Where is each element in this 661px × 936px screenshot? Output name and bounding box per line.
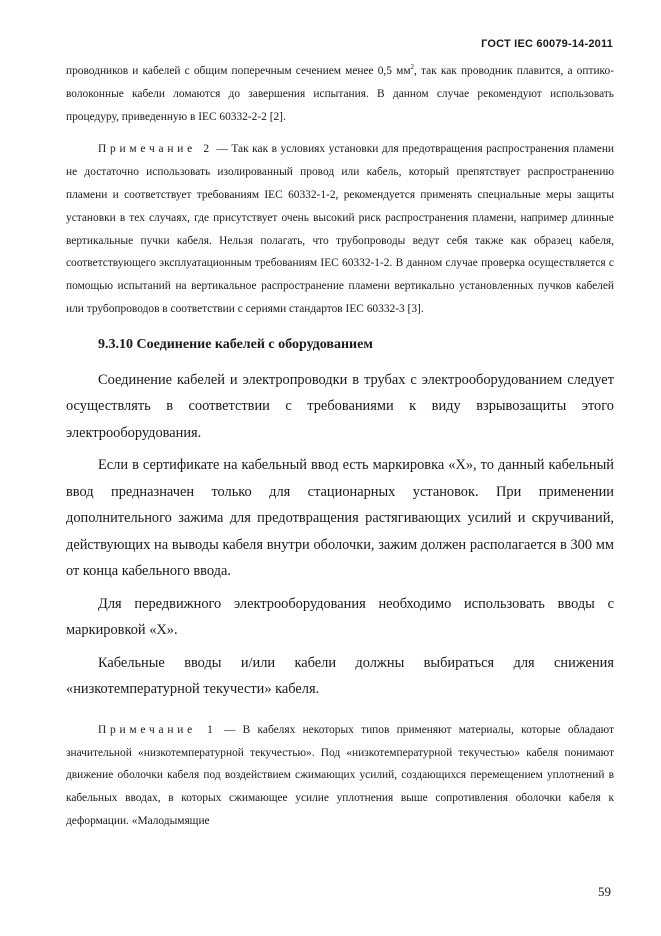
note-1-text: — В кабелях некоторых типов применяют материалы, которые обладают значительной «низкотемпературной текучестью». Под «низкотемпературной текучестью» кабеля понимают движение оболочки кабеля под воздействием сжимающих усилий, создающихся перемещением уплотнений в кабельных вводах, в которых сжимающее усилие уплотнения выше сопротивления оболочки кабеля к деформации. «Малодымящие — [66, 723, 615, 827]
body-paragraph-4: Кабельные вводы и/или кабели должны выбираться для снижения «низкотемпературной текучести» кабеля. — [66, 654, 614, 698]
note-1-label: Примечание 1 — [98, 723, 217, 736]
paragraph-text-part-1: проводников и кабелей с общим поперечным сечением менее 0,5 мм — [66, 65, 411, 77]
section-heading: 9.3.10 Соединение кабелей с оборудованием — [98, 336, 373, 352]
note-2 — [66, 138, 614, 320]
paragraph-text-part-2: , так как проводник плавится, а оптико-волоконные кабели ломаются до завершения испытания. В данном случае рекомендуют использовать процедуру, приведенную в IEC 60332-2-2 [2]. — [66, 65, 614, 123]
page-body — [66, 60, 614, 833]
superscript: 2 — [410, 63, 415, 72]
continuation-paragraph — [66, 60, 614, 128]
note-2-label: Примечание 2 — [98, 143, 213, 156]
page-number: 59 — [598, 884, 611, 899]
body-paragraph-3: Для передвижного электрооборудования необходимо использовать вводы с маркировкой «X». — [66, 595, 614, 639]
document-header: ГОСТ IEC 60079-14-2011 — [481, 38, 613, 50]
note-1 — [66, 719, 614, 833]
body-paragraph-2: Если в сертификате на кабельный ввод есть маркировка «X», то данный кабельный ввод предназначен только для стационарных установок. При применении дополнительного зажима для предотвращения растягивающих усилий и скручиваний, действующих на выводы кабеля внутри оболочки, зажим должен располагается в 300 мм от конца кабельного ввода. — [66, 457, 614, 580]
note-2-text: — Так как в условиях установки для предотвращения распространения пламени не достаточно использовать изолированный провод или кабель, который препятствует распространению пламени и соответствует требованиям IEC 60332-1-2, рекомендуется применять специальные меры защиты установки в тех случаях, где присутствует очень высокий риск распространения пламени, например длинные вертикальные пучки кабеля. Нельзя полагать, что трубопроводы ведут себя также как образец кабеля, соответствующего эксплуатационным требованиям IEC 60332-1-2. В данном случае проверка осуществляется с помощью испытаний на вертикальное распространение пламени вертикально установленных пучков кабелей или трубопроводов в соответствии с сериями стандартов IEC 60332-3 [3]. — [66, 143, 615, 315]
body-paragraph-1: Соединение кабелей и электропроводки в трубах с электрооборудованием следует осуществлять в соответствии с требованиями к виду взрывозащиты этого электрооборудования. — [66, 371, 614, 441]
